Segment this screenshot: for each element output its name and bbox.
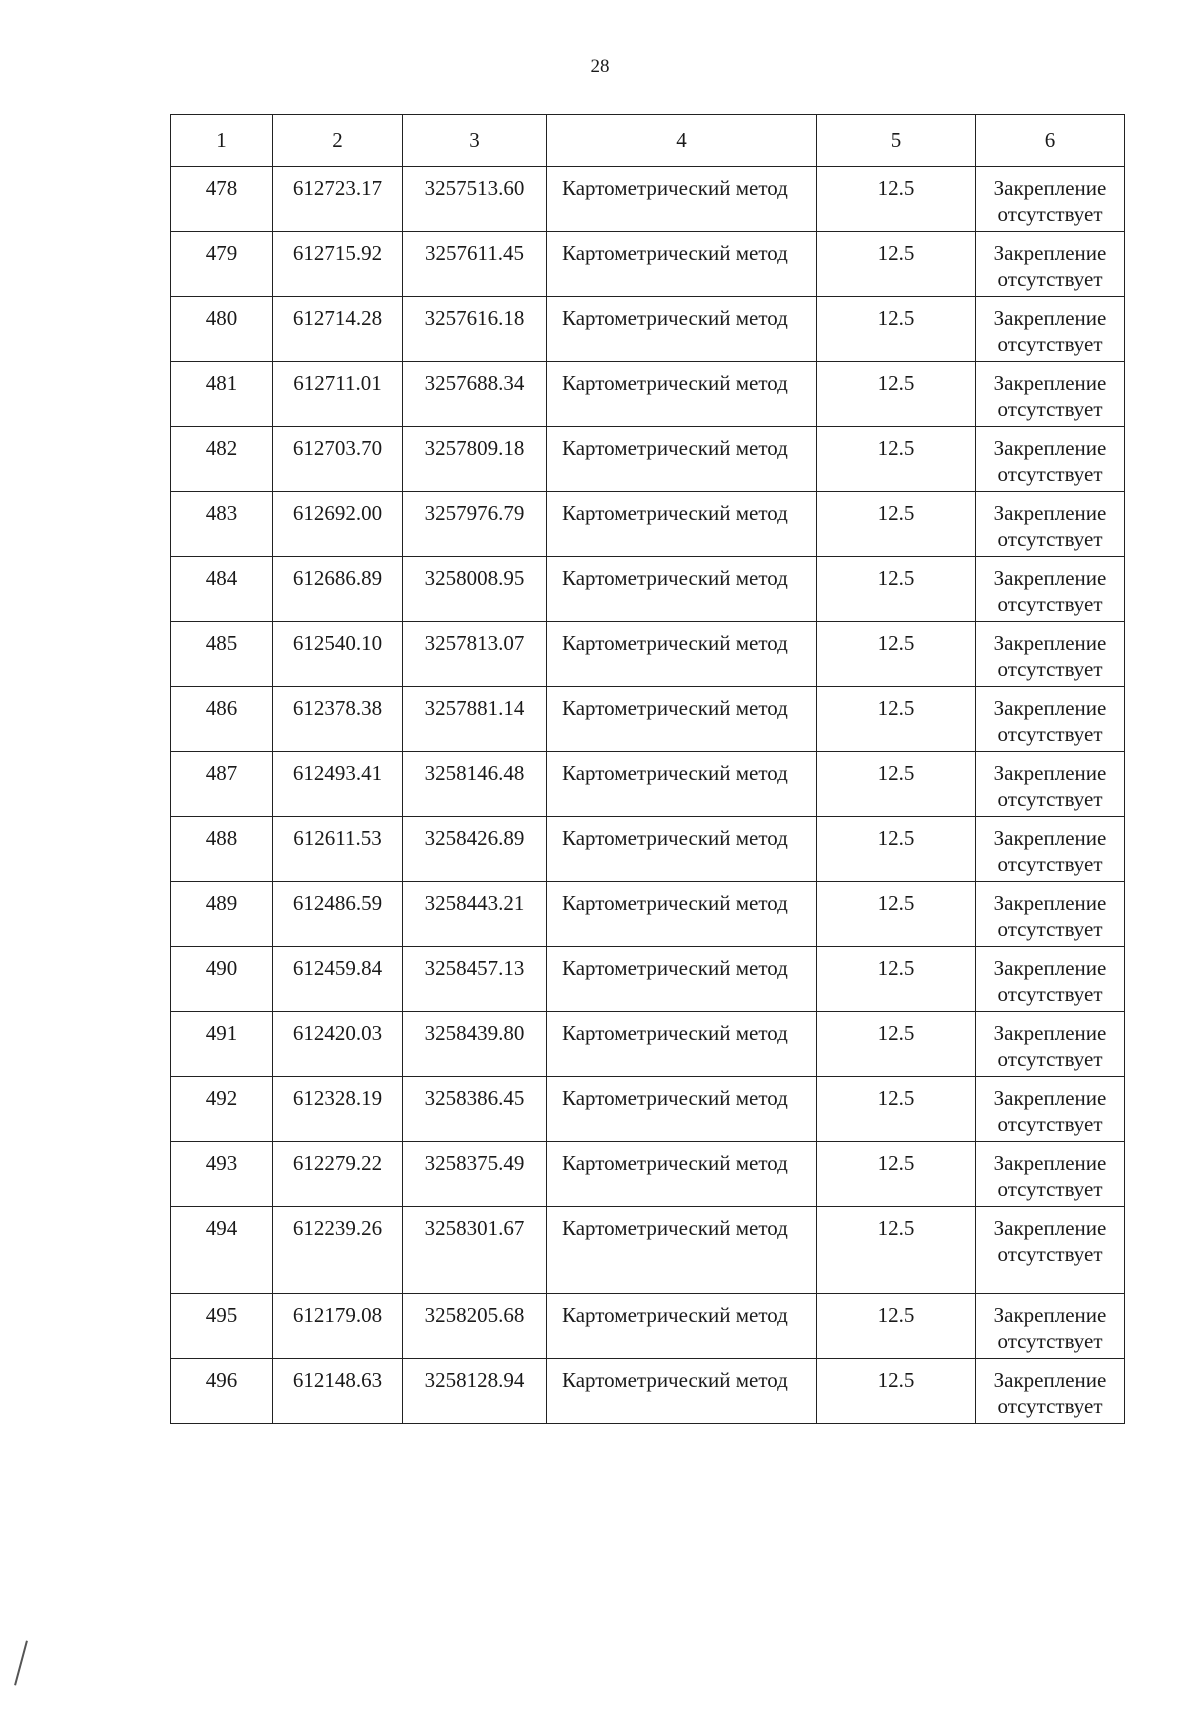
fixation-cell (976, 1142, 1125, 1207)
fixation-cell (976, 1359, 1125, 1424)
accuracy-cell: 12.5 (817, 687, 976, 752)
x-coordinate-cell: 612493.41 (273, 752, 403, 817)
coordinates-table (170, 114, 1125, 1424)
x-coordinate-cell: 612692.00 (273, 492, 403, 557)
fixation-text: Закрепление (993, 826, 1107, 850)
fixation-cell (976, 297, 1125, 362)
fixation-cell (976, 622, 1125, 687)
y-coordinate-cell: 3258375.49 (403, 1142, 547, 1207)
accuracy-cell: 12.5 (817, 557, 976, 622)
point-number-cell: 494 (171, 1207, 273, 1294)
method-cell: Картометрический метод (547, 1359, 817, 1424)
fixation-text: отсутствует (997, 332, 1103, 356)
column-header: 1 (171, 115, 273, 167)
method-cell: Картометрический метод (547, 427, 817, 492)
fixation-text: отсутствует (997, 982, 1103, 1006)
method-cell: Картометрический метод (547, 1207, 817, 1294)
accuracy-cell: 12.5 (817, 817, 976, 882)
fixation-cell (976, 947, 1125, 1012)
x-coordinate-cell: 612279.22 (273, 1142, 403, 1207)
column-header: 3 (403, 115, 547, 167)
column-header: 4 (547, 115, 817, 167)
fixation-text: отсутствует (997, 462, 1103, 486)
point-number-cell: 484 (171, 557, 273, 622)
x-coordinate-cell: 612540.10 (273, 622, 403, 687)
y-coordinate-cell: 3257688.34 (403, 362, 547, 427)
fixation-text: Закрепление (993, 176, 1107, 200)
x-coordinate-cell: 612686.89 (273, 557, 403, 622)
table-row (171, 817, 1125, 882)
fixation-text: Закрепление (993, 501, 1107, 525)
fixation-cell (976, 752, 1125, 817)
y-coordinate-cell: 3258386.45 (403, 1077, 547, 1142)
x-coordinate-cell: 612420.03 (273, 1012, 403, 1077)
x-coordinate-cell: 612711.01 (273, 362, 403, 427)
y-coordinate-cell: 3258008.95 (403, 557, 547, 622)
fixation-text: Закрепление (993, 956, 1107, 980)
table-row (171, 362, 1125, 427)
accuracy-cell: 12.5 (817, 167, 976, 232)
accuracy-cell: 12.5 (817, 947, 976, 1012)
x-coordinate-cell: 612378.38 (273, 687, 403, 752)
point-number-cell: 483 (171, 492, 273, 557)
point-number-cell: 486 (171, 687, 273, 752)
method-cell: Картометрический метод (547, 492, 817, 557)
x-coordinate-cell: 612239.26 (273, 1207, 403, 1294)
fixation-text: Закрепление (993, 696, 1107, 720)
point-number-cell: 493 (171, 1142, 273, 1207)
method-cell: Картометрический метод (547, 232, 817, 297)
accuracy-cell: 12.5 (817, 1359, 976, 1424)
point-number-cell: 485 (171, 622, 273, 687)
table-row (171, 1077, 1125, 1142)
fixation-text: отсутствует (997, 657, 1103, 681)
table-row (171, 947, 1125, 1012)
method-cell: Картометрический метод (547, 882, 817, 947)
point-number-cell: 481 (171, 362, 273, 427)
fixation-text: отсутствует (997, 1112, 1103, 1136)
fixation-cell (976, 687, 1125, 752)
point-number-cell: 478 (171, 167, 273, 232)
x-coordinate-cell: 612179.08 (273, 1294, 403, 1359)
table-row (171, 687, 1125, 752)
column-header: 2 (273, 115, 403, 167)
method-cell: Картометрический метод (547, 297, 817, 362)
accuracy-cell: 12.5 (817, 882, 976, 947)
table-row (171, 492, 1125, 557)
fixation-text: отсутствует (997, 722, 1103, 746)
table-row (171, 557, 1125, 622)
fixation-text: Закрепление (993, 1151, 1107, 1175)
fixation-text: Закрепление (993, 1086, 1107, 1110)
x-coordinate-cell: 612459.84 (273, 947, 403, 1012)
fixation-cell (976, 1207, 1125, 1294)
column-header: 6 (976, 115, 1125, 167)
fixation-cell (976, 362, 1125, 427)
accuracy-cell: 12.5 (817, 1012, 976, 1077)
fixation-text: отсутствует (997, 1242, 1103, 1266)
accuracy-cell: 12.5 (817, 752, 976, 817)
y-coordinate-cell: 3257813.07 (403, 622, 547, 687)
scan-mark (14, 1641, 28, 1686)
y-coordinate-cell: 3257809.18 (403, 427, 547, 492)
accuracy-cell: 12.5 (817, 1294, 976, 1359)
point-number-cell: 496 (171, 1359, 273, 1424)
accuracy-cell: 12.5 (817, 622, 976, 687)
fixation-text: Закрепление (993, 1021, 1107, 1045)
fixation-text: Закрепление (993, 631, 1107, 655)
table-row (171, 297, 1125, 362)
table-header-row (171, 115, 1125, 167)
accuracy-cell: 12.5 (817, 1207, 976, 1294)
y-coordinate-cell: 3257976.79 (403, 492, 547, 557)
table-row (171, 1012, 1125, 1077)
fixation-text: отсутствует (997, 917, 1103, 941)
page-number: 28 (590, 56, 610, 77)
accuracy-cell: 12.5 (817, 427, 976, 492)
method-cell: Картометрический метод (547, 1142, 817, 1207)
x-coordinate-cell: 612486.59 (273, 882, 403, 947)
fixation-cell (976, 492, 1125, 557)
x-coordinate-cell: 612703.70 (273, 427, 403, 492)
x-coordinate-cell: 612723.17 (273, 167, 403, 232)
accuracy-cell: 12.5 (817, 1077, 976, 1142)
fixation-text: отсутствует (997, 1394, 1103, 1418)
fixation-cell (976, 557, 1125, 622)
y-coordinate-cell: 3258439.80 (403, 1012, 547, 1077)
y-coordinate-cell: 3258443.21 (403, 882, 547, 947)
table-row (171, 232, 1125, 297)
fixation-text: Закрепление (993, 1303, 1107, 1327)
y-coordinate-cell: 3258128.94 (403, 1359, 547, 1424)
table-row (171, 882, 1125, 947)
point-number-cell: 482 (171, 427, 273, 492)
table-row (171, 622, 1125, 687)
x-coordinate-cell: 612611.53 (273, 817, 403, 882)
method-cell: Картометрический метод (547, 1294, 817, 1359)
fixation-text: Закрепление (993, 436, 1107, 460)
y-coordinate-cell: 3257881.14 (403, 687, 547, 752)
table-row (171, 1207, 1125, 1294)
y-coordinate-cell: 3257616.18 (403, 297, 547, 362)
column-header: 5 (817, 115, 976, 167)
fixation-cell (976, 817, 1125, 882)
accuracy-cell: 12.5 (817, 362, 976, 427)
fixation-cell (976, 1077, 1125, 1142)
y-coordinate-cell: 3258205.68 (403, 1294, 547, 1359)
method-cell: Картометрический метод (547, 947, 817, 1012)
method-cell: Картометрический метод (547, 557, 817, 622)
point-number-cell: 490 (171, 947, 273, 1012)
accuracy-cell: 12.5 (817, 232, 976, 297)
fixation-text: отсутствует (997, 1177, 1103, 1201)
table-row (171, 1142, 1125, 1207)
y-coordinate-cell: 3258146.48 (403, 752, 547, 817)
fixation-text: отсутствует (997, 527, 1103, 551)
y-coordinate-cell: 3258301.67 (403, 1207, 547, 1294)
fixation-cell (976, 167, 1125, 232)
point-number-cell: 489 (171, 882, 273, 947)
method-cell: Картометрический метод (547, 817, 817, 882)
fixation-cell (976, 427, 1125, 492)
fixation-cell (976, 1012, 1125, 1077)
fixation-text: отсутствует (997, 1329, 1103, 1353)
fixation-text: отсутствует (997, 1047, 1103, 1071)
fixation-text: отсутствует (997, 592, 1103, 616)
fixation-text: Закрепление (993, 891, 1107, 915)
fixation-text: отсутствует (997, 202, 1103, 226)
fixation-text: Закрепление (993, 566, 1107, 590)
table-row (171, 1359, 1125, 1424)
fixation-text: отсутствует (997, 267, 1103, 291)
method-cell: Картометрический метод (547, 167, 817, 232)
x-coordinate-cell: 612148.63 (273, 1359, 403, 1424)
table-row (171, 427, 1125, 492)
y-coordinate-cell: 3257513.60 (403, 167, 547, 232)
point-number-cell: 487 (171, 752, 273, 817)
fixation-cell (976, 882, 1125, 947)
y-coordinate-cell: 3258457.13 (403, 947, 547, 1012)
fixation-cell (976, 1294, 1125, 1359)
fixation-text: Закрепление (993, 306, 1107, 330)
table-row (171, 167, 1125, 232)
fixation-text: Закрепление (993, 761, 1107, 785)
point-number-cell: 488 (171, 817, 273, 882)
fixation-cell (976, 232, 1125, 297)
point-number-cell: 495 (171, 1294, 273, 1359)
fixation-text: отсутствует (997, 397, 1103, 421)
accuracy-cell: 12.5 (817, 492, 976, 557)
method-cell: Картометрический метод (547, 362, 817, 427)
table-row (171, 752, 1125, 817)
x-coordinate-cell: 612714.28 (273, 297, 403, 362)
point-number-cell: 492 (171, 1077, 273, 1142)
table-row (171, 1294, 1125, 1359)
fixation-text: Закрепление (993, 241, 1107, 265)
x-coordinate-cell: 612715.92 (273, 232, 403, 297)
accuracy-cell: 12.5 (817, 1142, 976, 1207)
point-number-cell: 491 (171, 1012, 273, 1077)
fixation-text: отсутствует (997, 787, 1103, 811)
fixation-text: Закрепление (993, 371, 1107, 395)
method-cell: Картометрический метод (547, 687, 817, 752)
fixation-text: отсутствует (997, 852, 1103, 876)
accuracy-cell: 12.5 (817, 297, 976, 362)
method-cell: Картометрический метод (547, 622, 817, 687)
method-cell: Картометрический метод (547, 1012, 817, 1077)
point-number-cell: 480 (171, 297, 273, 362)
y-coordinate-cell: 3257611.45 (403, 232, 547, 297)
method-cell: Картометрический метод (547, 752, 817, 817)
x-coordinate-cell: 612328.19 (273, 1077, 403, 1142)
fixation-text: Закрепление (993, 1368, 1107, 1392)
fixation-text: Закрепление (993, 1216, 1107, 1240)
y-coordinate-cell: 3258426.89 (403, 817, 547, 882)
method-cell: Картометрический метод (547, 1077, 817, 1142)
point-number-cell: 479 (171, 232, 273, 297)
